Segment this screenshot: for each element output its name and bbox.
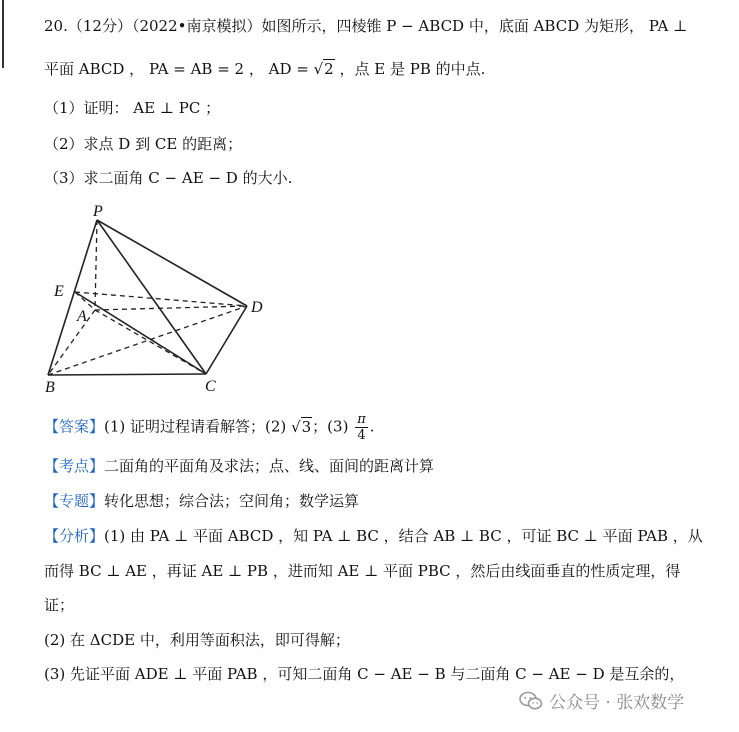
sqrt-2-radicand: 2 [324, 60, 334, 78]
edge-PD [97, 220, 247, 306]
pyramid-figure [40, 200, 280, 395]
problem-line-2-a: 平面 ABCD ， PA = AB = 2 ， AD = [44, 60, 314, 78]
fenxi-line-5: (3) 先证平面 ADE ⊥ 平面 PAB ，可知二面角 C − AE − B 与二面角 C − AE − D 是互余的， [44, 665, 685, 683]
answer-text-3: . [369, 417, 375, 436]
answer-line [44, 412, 375, 443]
fraction-numerator: π [357, 412, 366, 427]
label-C: C [205, 378, 216, 395]
edge-PA [95, 220, 97, 310]
label-B: B [45, 379, 55, 395]
fenxi-text-1: (1) 由 PA ⊥ 平面 ABCD ，知 PA ⊥ BC ，结合 AB ⊥ BC ，可证 BC ⊥ 平面 PAB ，从 [104, 527, 703, 545]
fenxi-line-1 [44, 525, 703, 547]
edge-AB [48, 310, 95, 375]
fenxi-line-4: (2) 在 ΔCDE 中，利用等面积法，即可得解； [44, 631, 350, 649]
zhuanti-text: 转化思想；综合法；空间角；数学运算 [104, 492, 360, 510]
sqrt-3: √3 [291, 417, 312, 436]
diag-AC [95, 310, 206, 374]
kaodian-tag: 【考点】 [44, 457, 105, 475]
zhuanti-line [44, 490, 359, 512]
question-1: （1）证明： AE ⊥ PC ； [44, 99, 221, 117]
problem-line-2 [44, 58, 485, 80]
edge-BC [48, 374, 206, 375]
fraction-denominator: 4 [357, 428, 366, 443]
label-A: A [77, 308, 87, 325]
kaodian-text: 二面角的平面角及求法；点、线、面间的距离计算 [104, 457, 435, 475]
problem-line-1: 20.（12分）（2022•南京模拟）如图所示，四棱锥 P − ABCD 中，底面 ABCD 为矩形， PA ⊥ [44, 17, 688, 35]
kaodian-line [44, 455, 434, 477]
zhuanti-tag: 【专题】 [44, 492, 105, 510]
edge-CD [206, 306, 247, 374]
watermark [519, 688, 684, 713]
fenxi-line-3: 证； [44, 596, 75, 614]
segment-ED [75, 292, 247, 306]
label-D: D [251, 299, 263, 316]
answer-text-1: (1) 证明过程请看解答；(2) [104, 417, 292, 436]
problem-line-2-b: ，点 E 是 PB 的中点. [334, 60, 486, 78]
fraction-pi-over-4 [355, 412, 368, 443]
edge-PC [97, 220, 206, 374]
fenxi-tag: 【分析】 [44, 527, 105, 545]
label-P: P [93, 203, 103, 220]
question-2: （2）求点 D 到 CE 的距离； [44, 135, 243, 153]
edge-AD [95, 306, 247, 310]
page-margin-line [2, 0, 4, 68]
question-3: （3）求二面角 C − AE − D 的大小. [44, 169, 293, 187]
fenxi-line-2: 而得 BC ⊥ AE ，再证 AE ⊥ PB ，进而知 AE ⊥ 平面 PBC ，然后由线面垂直的性质定理，得 [44, 562, 681, 580]
watermark-text: 公众号 · 张欢数学 [549, 693, 685, 713]
sqrt-3-radicand: 3 [301, 417, 312, 436]
answer-text-2: ；(3) [312, 417, 354, 436]
label-E: E [54, 283, 64, 300]
wechat-icon [519, 691, 543, 711]
answer-tag: 【答案】 [44, 417, 105, 436]
sqrt-2: √2 [313, 60, 334, 78]
